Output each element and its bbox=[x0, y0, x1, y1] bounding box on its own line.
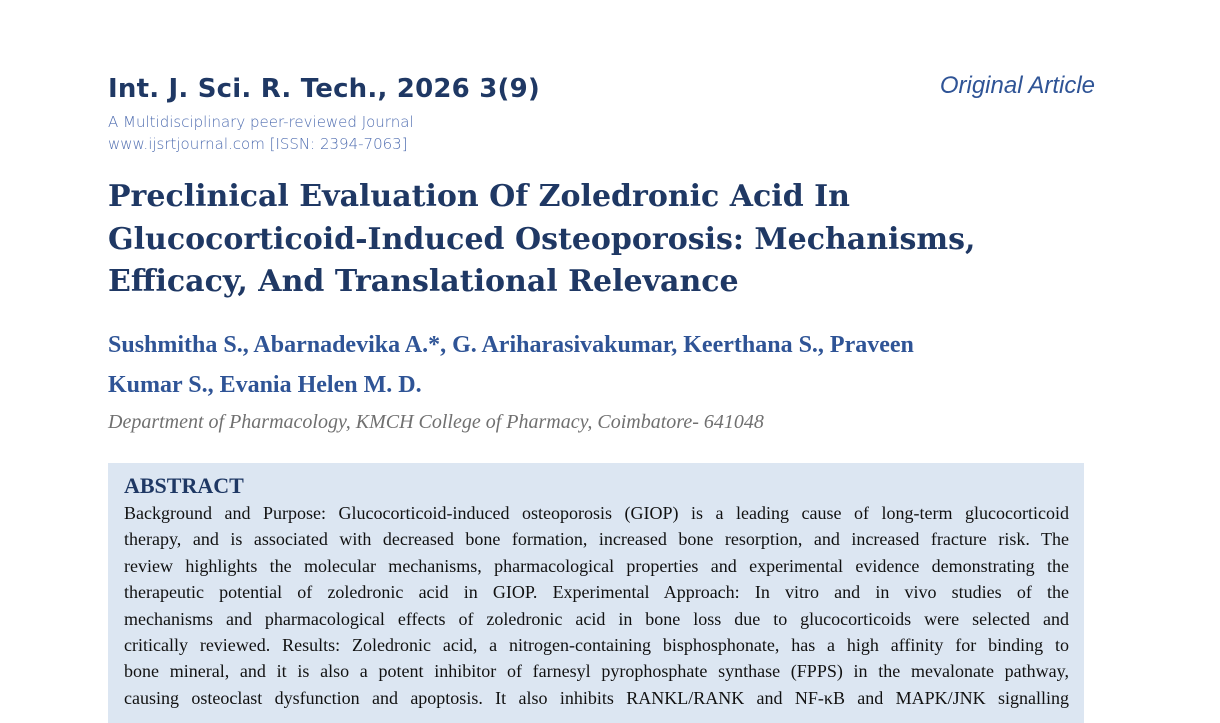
journal-title: Int. J. Sci. R. Tech., 2026 3(9) bbox=[108, 74, 540, 104]
journal-url-issn[interactable]: www.ijsrtjournal.com [ISSN: 2394-7063] bbox=[108, 135, 408, 153]
author-line: Kumar S., Evania Helen M. D. bbox=[108, 372, 422, 398]
abstract-line: critically reviewed. Results: Zoledronic acid, a nitrogen-containing bisphosphonate, has a high affinity for binding to bbox=[124, 635, 1069, 656]
affiliation: Department of Pharmacology, KMCH College of Pharmacy, Coimbatore- 641048 bbox=[108, 411, 764, 433]
abstract-line: therapeutic potential of zoledronic acid in GIOP. Experimental Approach: In vitro and in vivo studies of the bbox=[124, 582, 1069, 603]
paper-title-line: Preclinical Evaluation Of Zoledronic Acid In bbox=[108, 179, 850, 214]
author-line: Sushmitha S., Abarnadevika A.*, G. Ariharasivakumar, Keerthana S., Praveen bbox=[108, 332, 914, 358]
article-type-label: Original Article bbox=[939, 72, 1095, 99]
journal-tagline: A Multidisciplinary peer-reviewed Journal bbox=[108, 113, 414, 131]
paper-title bbox=[108, 176, 1098, 304]
abstract-line: mechanisms and pharmacological effects of zoledronic acid in bone loss due to glucocorticoids were selected and bbox=[124, 608, 1069, 629]
abstract-line: causing osteoclast dysfunction and apoptosis. It also inhibits RANKL/RANK and NF-κB and MAPK/JNK signalling bbox=[124, 687, 1069, 708]
abstract-line: therapy, and is associated with decreased bone formation, increased bone resorption, and increased fracture risk. The bbox=[124, 529, 1069, 550]
abstract-line: bone mineral, and it is also a potent inhibitor of farnesyl pyrophosphate synthase (FPPS) in the mevalonate pathway, bbox=[124, 661, 1069, 682]
abstract-box bbox=[108, 463, 1084, 723]
abstract-line: Background and Purpose: Glucocorticoid-induced osteoporosis (GIOP) is a leading cause of long-term glucocorticoid bbox=[124, 503, 1069, 523]
paper-title-line: Efficacy, And Translational Relevance bbox=[108, 264, 739, 299]
abstract-line: review highlights the molecular mechanisms, pharmacological properties and experimental evidence demonstrating the bbox=[124, 555, 1069, 576]
abstract-body bbox=[124, 500, 1069, 711]
abstract-heading: ABSTRACT bbox=[124, 473, 244, 498]
paper-title-line: Glucocorticoid-Induced Osteoporosis: Mechanisms, bbox=[108, 221, 976, 257]
author-list bbox=[108, 325, 1088, 405]
